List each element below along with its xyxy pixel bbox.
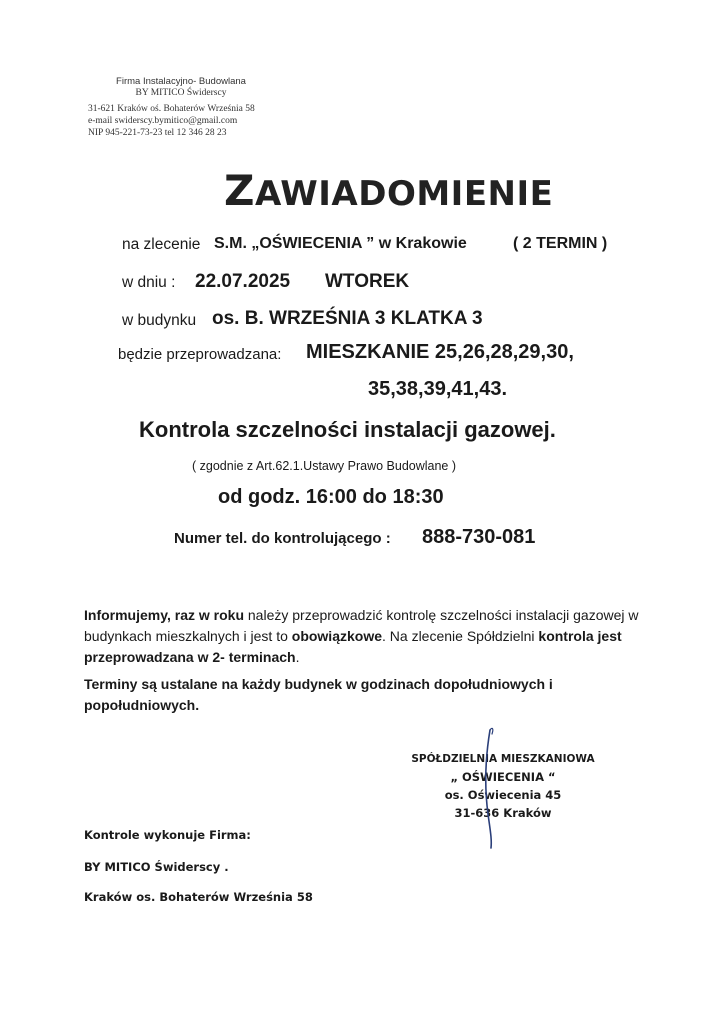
- building-value: os. B. WRZEŚNIA 3 KLATKA 3: [212, 308, 483, 329]
- inspection-hours: od godz. 16:00 do 18:30: [218, 486, 444, 508]
- contractor-name: BY MITICO Świderscy .: [84, 860, 229, 874]
- inspection-heading: Kontrola szczelności instalacji gazowej.: [139, 417, 556, 442]
- date-weekday: WTOREK: [325, 271, 410, 292]
- date-value: 22.07.2025: [195, 271, 291, 292]
- legal-basis: ( zgodnie z Art.62.1.Ustawy Prawo Budowlane ): [192, 459, 457, 473]
- letterhead: [86, 76, 276, 99]
- phone-value: 888-730-081: [422, 526, 536, 548]
- info-bold-frequency: Informujemy, raz w roku: [84, 607, 244, 623]
- info-text-1: należy przeprowadzić kontrolę szczelności instalacji gazowej w budynkach mieszkalnych i jest to: [84, 607, 639, 644]
- info-bold-mandatory: obowiązkowe: [291, 628, 382, 644]
- info-schedule-paragraph: Terminy są ustalane na każdy budynek w godzinach dopołudniowych i popołudniowych.: [84, 676, 553, 713]
- order-label: na zlecenie: [122, 236, 201, 253]
- info-text-3: .: [295, 649, 300, 665]
- title-initial: Z: [224, 166, 255, 215]
- info-text-2: . Na zlecenie Spółdzielni: [382, 628, 539, 644]
- letterhead-company-type: Firma Instalacyjno- Budowlana: [116, 76, 246, 87]
- stamp-line-4: 31-636 Kraków: [454, 806, 552, 820]
- info-paragraph: [84, 605, 650, 668]
- contractor-address: Kraków os. Bohaterów Września 58: [84, 890, 313, 904]
- stamp-line-1: SPÓŁDZIELNIA MIESZKANIOWA: [411, 753, 595, 765]
- page-title: [224, 166, 553, 215]
- letterhead-email: e-mail swiderscy.bymitico@gmail.com: [88, 116, 238, 126]
- apartments-label: będzie przeprowadzana:: [118, 346, 282, 363]
- apartments-line1: MIESZKANIE 25,26,28,29,30,: [306, 341, 574, 363]
- building-label: w budynku: [122, 312, 197, 329]
- stamp-line-3: os. Oświecenia 45: [444, 788, 562, 802]
- stamp-line-2: „ OŚWIECENIA “: [450, 770, 556, 784]
- letterhead-company-name: BY MITICO Świderscy: [135, 87, 227, 98]
- title-rest: AWIADOMIENIE: [254, 174, 554, 214]
- order-term: ( 2 TERMIN ): [513, 235, 608, 252]
- phone-label: Numer tel. do kontrolującego :: [174, 530, 391, 547]
- info-bold-terms: kontrola jest przeprowadzana w 2- terminach: [84, 628, 622, 665]
- apartments-line2: 35,38,39,41,43.: [368, 378, 508, 400]
- signature: [474, 724, 514, 854]
- order-client: S.M. „OŚWIECENIA ” w Krakowie: [214, 235, 467, 252]
- contractor-label: Kontrole wykonuje Firma:: [84, 828, 251, 842]
- letterhead-nip-phone: NIP 945-221-73-23 tel 12 346 28 23: [88, 128, 227, 138]
- letterhead-address: 31-621 Kraków oś. Bohaterów Września 58: [88, 104, 255, 114]
- date-label: w dniu :: [122, 274, 176, 291]
